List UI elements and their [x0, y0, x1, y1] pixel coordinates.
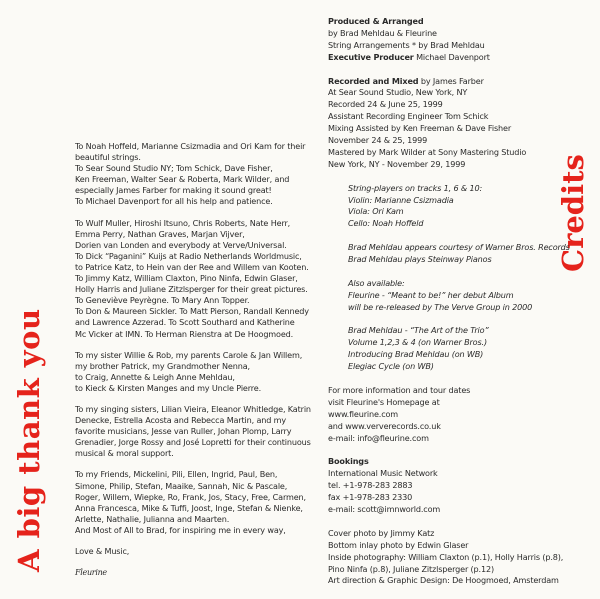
exec-name: Michael Davenport	[413, 51, 490, 62]
text-line: New York, NY - November 29, 1999	[328, 158, 466, 169]
text-line: At Sear Sound Studio, New York, NY	[328, 87, 468, 98]
produced-by: by Brad Mehldau & Fleurine	[328, 27, 437, 38]
text-line: my brother Patrick, my Grandmother Nenna,	[75, 360, 250, 371]
text-line: Ken Freeman, Walter Sear & Roberta, Mark Wilder, and	[75, 174, 290, 185]
text-line: To Geneviève Peyrègne. To Mary Ann Topper.	[75, 295, 250, 306]
text-line: fax +1-978-283 2330	[328, 492, 413, 503]
text-line: Mc Vicker at IMN. To Herman Rienstra at De Hoogmoed.	[75, 328, 294, 339]
text-line: to Patrice Katz, to Hein van der Ree and Willem van Kooten.	[75, 261, 309, 272]
text-line: Fleurine - “Meant to be!” her debut Album	[348, 289, 514, 300]
text-line: Mastered by Mark Wilder at Sony Mastering Studio	[328, 146, 527, 157]
text-line: Brad Mehldau - “The Art of the Trio”	[348, 325, 489, 336]
bookings	[328, 456, 593, 516]
text-line: Mixing Assisted by Ken Freeman & Dave Fisher	[328, 123, 512, 134]
text-line: Dorien van Londen and everybody at Verve/Universal.	[75, 239, 287, 250]
text-line: Love & Music,	[75, 546, 130, 556]
text-line: November 24 & 25, 1999	[328, 135, 428, 146]
text-line: Anna Francesca, Mike & Tuffi, Joost, Inge, Stefan & Nienke,	[75, 502, 303, 513]
text-line: Inside photography: William Claxton (p.1), Holly Harris (p.8),	[328, 551, 564, 562]
exec-label: Executive Producer	[328, 51, 414, 62]
thanks-paragraph	[75, 350, 335, 394]
string-arrangements: String Arrangements * by Brad Mehldau	[328, 39, 485, 50]
text-line: Cover photo by Jimmy Katz	[328, 527, 435, 538]
text-line: Arlette, Nathalie, Julianna and Maarten.	[75, 513, 230, 524]
discography	[328, 325, 593, 373]
text-line: Violin: Marianne Csizmadia	[348, 194, 454, 205]
text-line: To Sear Sound Studio NY; Tom Schick, Dave Fisher,	[75, 163, 273, 174]
text-line: To my singing sisters, Lilian Vieira, Eleanor Whitledge, Katrin	[75, 403, 311, 414]
recording-credits	[328, 76, 593, 171]
thanks-paragraph	[75, 141, 335, 208]
text-line: Viola: Ori Kam	[348, 206, 404, 217]
text-line: especially James Farber for making it sound great!	[75, 185, 272, 196]
more-info	[328, 385, 593, 445]
text-line: and www.ververecords.co.uk	[328, 420, 441, 431]
string-players	[328, 183, 593, 231]
credits-text	[328, 16, 593, 599]
text-line: String-players on tracks 1, 6 & 10:	[348, 182, 483, 193]
also-available	[328, 278, 593, 314]
text-line: beautiful strings.	[75, 152, 141, 163]
credits-heading: Credits	[556, 154, 590, 272]
courtesy	[328, 242, 593, 266]
photo-credits	[328, 528, 593, 588]
text-line: To Jimmy Katz, William Claxton, Pino Ninfa, Edwin Glaser,	[75, 273, 298, 284]
text-line: Denecke, Estrella Acosta and Rebecca Martin, and my	[75, 415, 287, 426]
recorded-by: by James Farber	[418, 75, 484, 86]
text-line: Holly Harris and Juliane Zitzlsperger for their great pictures.	[75, 284, 308, 295]
text-line: Pino Ninfa (p.8), Juliane Zitzlsperger (p.12)	[328, 563, 494, 574]
text-line: To Michael Davenport for all his help and patience.	[75, 196, 273, 207]
text-line: Bottom inlay photo by Edwin Glaser	[328, 539, 469, 550]
text-line: e-mail: info@fleurine.com	[328, 432, 429, 443]
recorded-label: Recorded and Mixed	[328, 75, 419, 86]
text-line: Brad Mehldau plays Steinway Pianos	[348, 254, 492, 265]
text-line: musical & moral support.	[75, 448, 174, 459]
text-line: Volume 1,2,3 & 4 (on Warner Bros.)	[348, 337, 487, 348]
text-line: Introducing Brad Mehldau (on WB)	[348, 349, 484, 360]
text-line: Brad Mehldau appears courtesy of Warner Bros. Records	[348, 242, 570, 253]
text-line: Art direction & Graphic Design: De Hoogmoed, Amsterdam	[328, 575, 559, 586]
thanks-paragraph	[75, 546, 335, 557]
text-line: For more information and tour dates	[328, 385, 471, 395]
text-line: Recorded 24 & June 25, 1999	[328, 99, 443, 110]
executive-producer	[328, 52, 593, 64]
text-line: Assistant Recording Engineer Tom Schick	[328, 111, 489, 122]
text-line: Grenadier, Jorge Rossy and José Lopretti for their continuous	[75, 437, 311, 448]
text-line: And Most of All to Brad, for inspiring me in every way,	[75, 524, 286, 535]
thanks-paragraph	[75, 218, 335, 340]
text-line: To my Friends, Mickelini, Pili, Ellen, Ingrid, Paul, Ben,	[75, 469, 278, 480]
thanks-paragraph	[75, 404, 335, 459]
signature: Fleurine	[75, 568, 107, 578]
produced-label: Produced & Arranged	[328, 16, 424, 26]
text-line: Elegiac Cycle (on WB)	[348, 361, 434, 372]
text-line: visit Fleurine's Homepage at	[328, 396, 440, 407]
text-line: Roger, Willem, Wiepke, Ro, Frank, Jos, Stacy, Free, Carmen,	[75, 491, 306, 502]
text-line: To Dick “Paganini” Kuijs at Radio Netherlands Worldmusic,	[75, 250, 302, 261]
text-line: To Wulf Muller, Hiroshi Itsuno, Chris Roberts, Nate Herr,	[75, 217, 291, 228]
text-line: Emma Perry, Nathan Graves, Marjan Vijver,	[75, 228, 245, 239]
text-line: To Noah Hoffeld, Marianne Csizmadia and Ori Kam for their	[75, 141, 306, 151]
text-line: to Craig, Annette & Leigh Anne Mehldau,	[75, 371, 235, 382]
text-line: International Music Network	[328, 468, 438, 479]
production-credits	[328, 16, 593, 64]
recorded-mixed	[328, 76, 593, 88]
text-line: To Don & Maureen Sickler. To Matt Pierson, Randall Kennedy	[75, 306, 309, 317]
thanks-paragraph	[75, 469, 335, 536]
text-line: Simone, Philip, Stefan, Maaike, Sannah, Nic & Pascale,	[75, 480, 288, 491]
text-line: Also available:	[348, 277, 405, 288]
text-line: tel. +1-978-283 2883	[328, 480, 413, 491]
text-line: www.fleurine.com	[328, 408, 399, 419]
text-line: e-mail: scott@imnworld.com	[328, 504, 441, 515]
text-line: To my sister Willie & Rob, my parents Carole & Jan Willem,	[75, 349, 303, 360]
text-line: favorite musicians, Jesse van Ruller, Johan Plomp, Larry	[75, 426, 292, 437]
text-line: to Kieck & Kirsten Manges and my Uncle Pierre.	[75, 382, 262, 393]
thank-you-heading: A big thank you	[12, 308, 46, 572]
text-line: Cello: Noah Hoffeld	[348, 218, 424, 229]
text-line: and Lawrence Azzerad. To Scott Southard and Katherine	[75, 317, 295, 328]
bookings-label: Bookings	[328, 456, 369, 467]
text-line: will be re-released by The Verve Group in 2000	[348, 301, 533, 312]
thank-you-text	[75, 141, 335, 578]
